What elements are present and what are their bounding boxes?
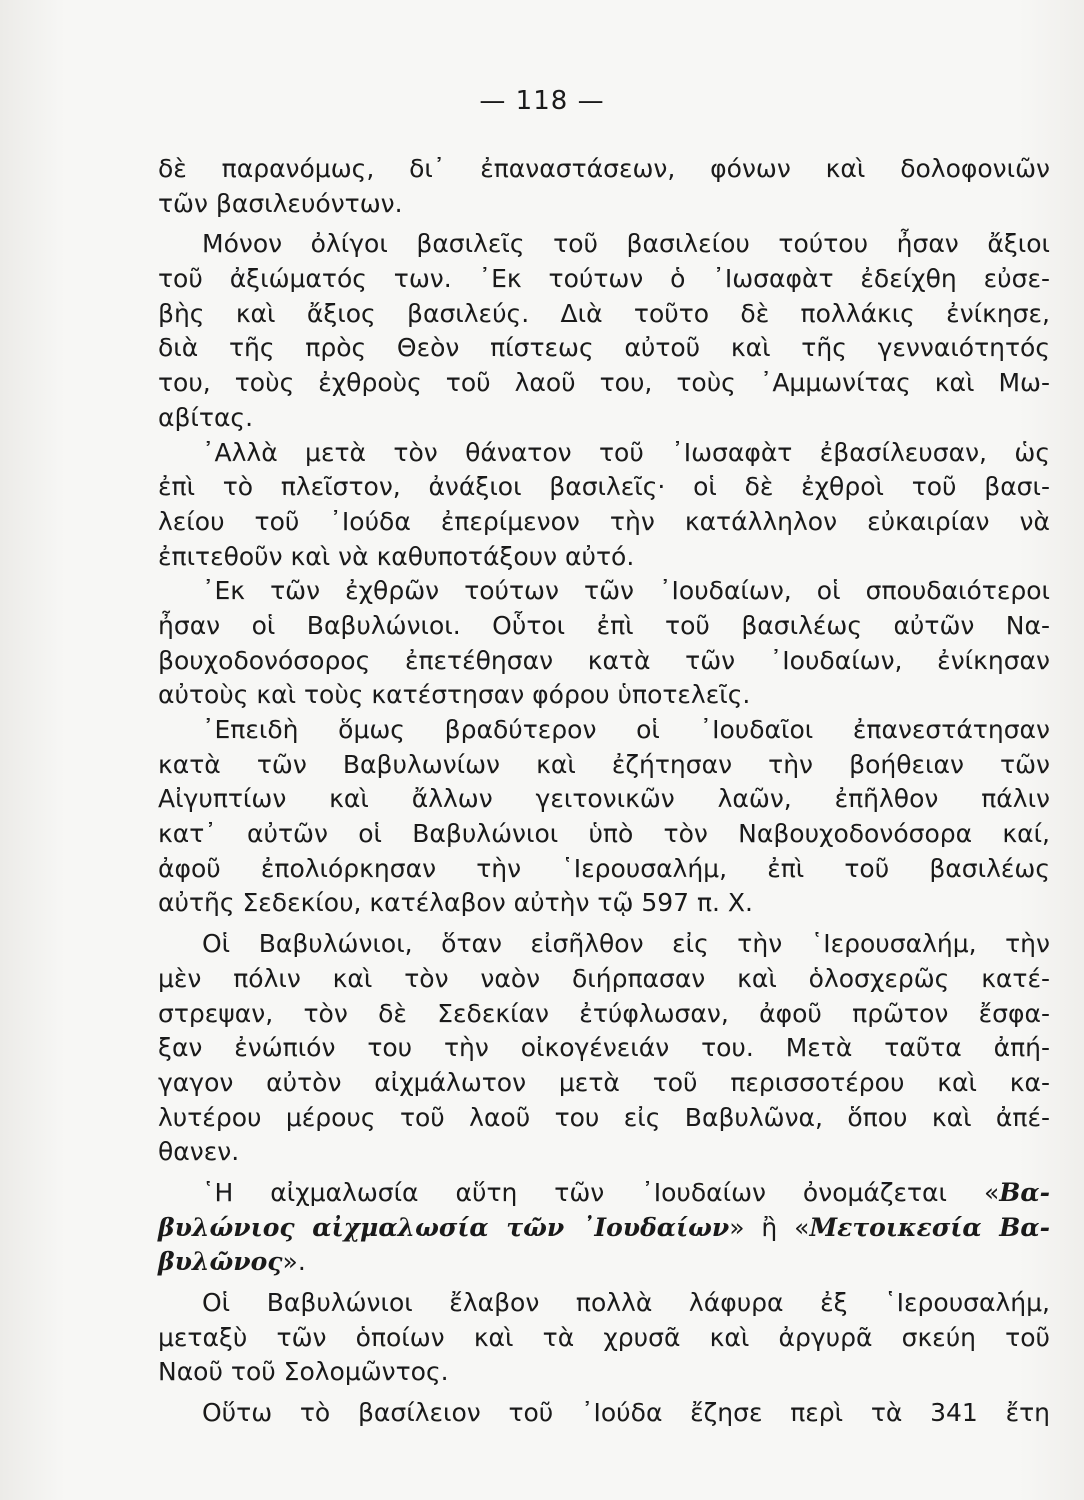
text-line: βουχοδονόσορος ἐπετέθησαν κατὰ τῶν ᾿Ιουδαίων, ἐνίκησαν [158, 645, 1050, 675]
body-lines [158, 152, 1050, 1170]
text-line: γαγον αὐτὸν αἰχμάλωτον μετὰ τοῦ περισσοτέρου καὶ κα- [158, 1067, 1050, 1097]
text-line: ἐπιτεθοῦν καὶ νὰ καθυποτάξουν αὐτό. [158, 541, 635, 571]
captivity-text: ». [282, 1247, 306, 1277]
text-line: αὐτοὺς καὶ τοὺς κατέστησαν φόρου ὑποτελεῖς. [158, 680, 751, 710]
metoikesia-term: Μετοικεσία Βα- [809, 1212, 1050, 1242]
captivity-text: ῾Η αἰχμαλωσία αὕτη τῶν ᾿Ιουδαίων ὀνομάζεται « [202, 1177, 1000, 1207]
text-line: μὲν πόλιν καὶ τὸν ναὸν διήρπασαν καὶ ὁλοσχερῶς κατέ- [158, 963, 1050, 993]
text-line: ξαν ἐνώπιόν του τὴν οἰκογένειάν του. Μετὰ ταῦτα ἀπή- [158, 1033, 1050, 1063]
captivity-term: Βα- [999, 1177, 1050, 1207]
text-line: Αἰγυπτίων καὶ ἄλλων γειτονικῶν λαῶν, ἐπῆλθον πάλιν [158, 784, 1050, 814]
text-line: μεταξὺ τῶν ὁποίων καὶ τὰ χρυσᾶ καὶ ἀργυρᾶ σκεύη τοῦ [158, 1322, 1050, 1352]
text-line: λείου τοῦ ᾿Ιούδα ἐπερίμενον τὴν κατάλληλον εὐκαιρίαν νὰ [158, 506, 1050, 536]
text-line: τοῦ ἀξιώματός των. ᾿Εκ τούτων ὁ ᾿Ιωσαφὰτ ἐδείχθη εὐσε- [158, 264, 1050, 294]
text-line: στρεψαν, τὸν δὲ Σεδεκίαν ἐτύφλωσαν, ἀφοῦ πρῶτον ἔσφα- [158, 998, 1050, 1028]
metoikesia-term: βυλῶνος [158, 1247, 283, 1277]
captivity-line-3 [158, 1245, 1050, 1280]
text-line: ᾿Επειδὴ ὅμως βραδύτερον οἱ ᾿Ιουδαῖοι ἐπανεστάτησαν [202, 715, 1050, 744]
text-line: ᾿Αλλὰ μετὰ τὸν θάνατον τοῦ ᾿Ιωσαφὰτ ἐβασίλευσαν, ὡς [202, 437, 1050, 467]
text-line: Μόνον ὀλίγοι βασιλεῖς τοῦ βασιλείου τούτου ἦσαν ἄξιοι [202, 229, 1050, 259]
text-line: κατ᾽ αὐτῶν οἱ Βαβυλώνιοι ὑπὸ τὸν Ναβουχοδονόσορα καί, [158, 819, 1050, 849]
text-line: ἦσαν οἱ Βαβυλώνιοι. Οὗτοι ἐπὶ τοῦ βασιλέως αὐτῶν Να- [158, 610, 1050, 640]
captivity-line-2 [158, 1211, 1050, 1246]
text-line: κατὰ τῶν Βαβυλωνίων καὶ ἐζήτησαν τὴν βοήθειαν τῶν [158, 749, 1050, 779]
text-line: ἀφοῦ ἐπολιόρκησαν τὴν ῾Ιερουσαλήμ, ἐπὶ τοῦ βασιλέως [158, 853, 1050, 883]
body-lines-end [158, 1286, 1050, 1431]
text-line: διὰ τῆς πρὸς Θεὸν πίστεως αὐτοῦ καὶ τῆς γενναιότητός [158, 333, 1050, 363]
text-line: Ναοῦ τοῦ Σολομῶντος. [158, 1357, 449, 1387]
text-line: ᾿Εκ τῶν ἐχθρῶν τούτων τῶν ᾿Ιουδαίων, οἱ σπουδαιότεροι [202, 576, 1050, 606]
text-line: θανεν. [158, 1137, 240, 1167]
text-line: Οὕτω τὸ βασίλειον τοῦ ᾿Ιούδα ἔζησε περὶ τὰ 341 ἔτη [202, 1398, 1050, 1428]
text-line: αβίτας. [158, 402, 254, 432]
text-line: δὲ παρανόμως, δι᾽ ἐπαναστάσεων, φόνων καὶ δολοφονιῶν [158, 154, 1050, 183]
text-line: αὐτῆς Σεδεκίου, κατέλαβον αὐτὴν τῷ 597 π. Χ. [158, 888, 754, 918]
text-line: λυτέρου μέρους τοῦ λαοῦ του εἰς Βαβυλῶνα, ὅπου καὶ ἀπέ- [158, 1102, 1050, 1132]
text-line: Οἱ Βαβυλώνιοι ἔλαβον πολλὰ λάφυρα ἐξ ῾Ιερουσαλήμ, [202, 1288, 1050, 1317]
text-line: τῶν βασιλευόντων. [158, 188, 403, 218]
captivity-text: » ἢ « [729, 1212, 810, 1242]
captivity-line-1 [158, 1176, 1050, 1211]
captivity-term: βυλώνιος αἰχμαλωσία τῶν ᾿Ιουδαίων [158, 1212, 730, 1242]
page-number: — 118 — [479, 86, 605, 116]
text-line: ἐπὶ τὸ πλεῖστον, ἀνάξιοι βασιλεῖς· οἱ δὲ ἐχθροὶ τοῦ βασι- [158, 472, 1050, 502]
page-body [158, 152, 1050, 1431]
text-line: Οἱ Βαβυλώνιοι, ὅταν εἰσῆλθον εἰς τὴν ῾Ιερουσαλήμ, τὴν [202, 929, 1050, 959]
text-line: του, τοὺς ἐχθροὺς τοῦ λαοῦ του, τοὺς ᾿Αμμωνίτας καὶ Μω- [158, 368, 1050, 398]
text-line: βὴς καὶ ἄξιος βασιλεύς. Διὰ τοῦτο δὲ πολλάκις ἐνίκησε, [158, 298, 1050, 328]
